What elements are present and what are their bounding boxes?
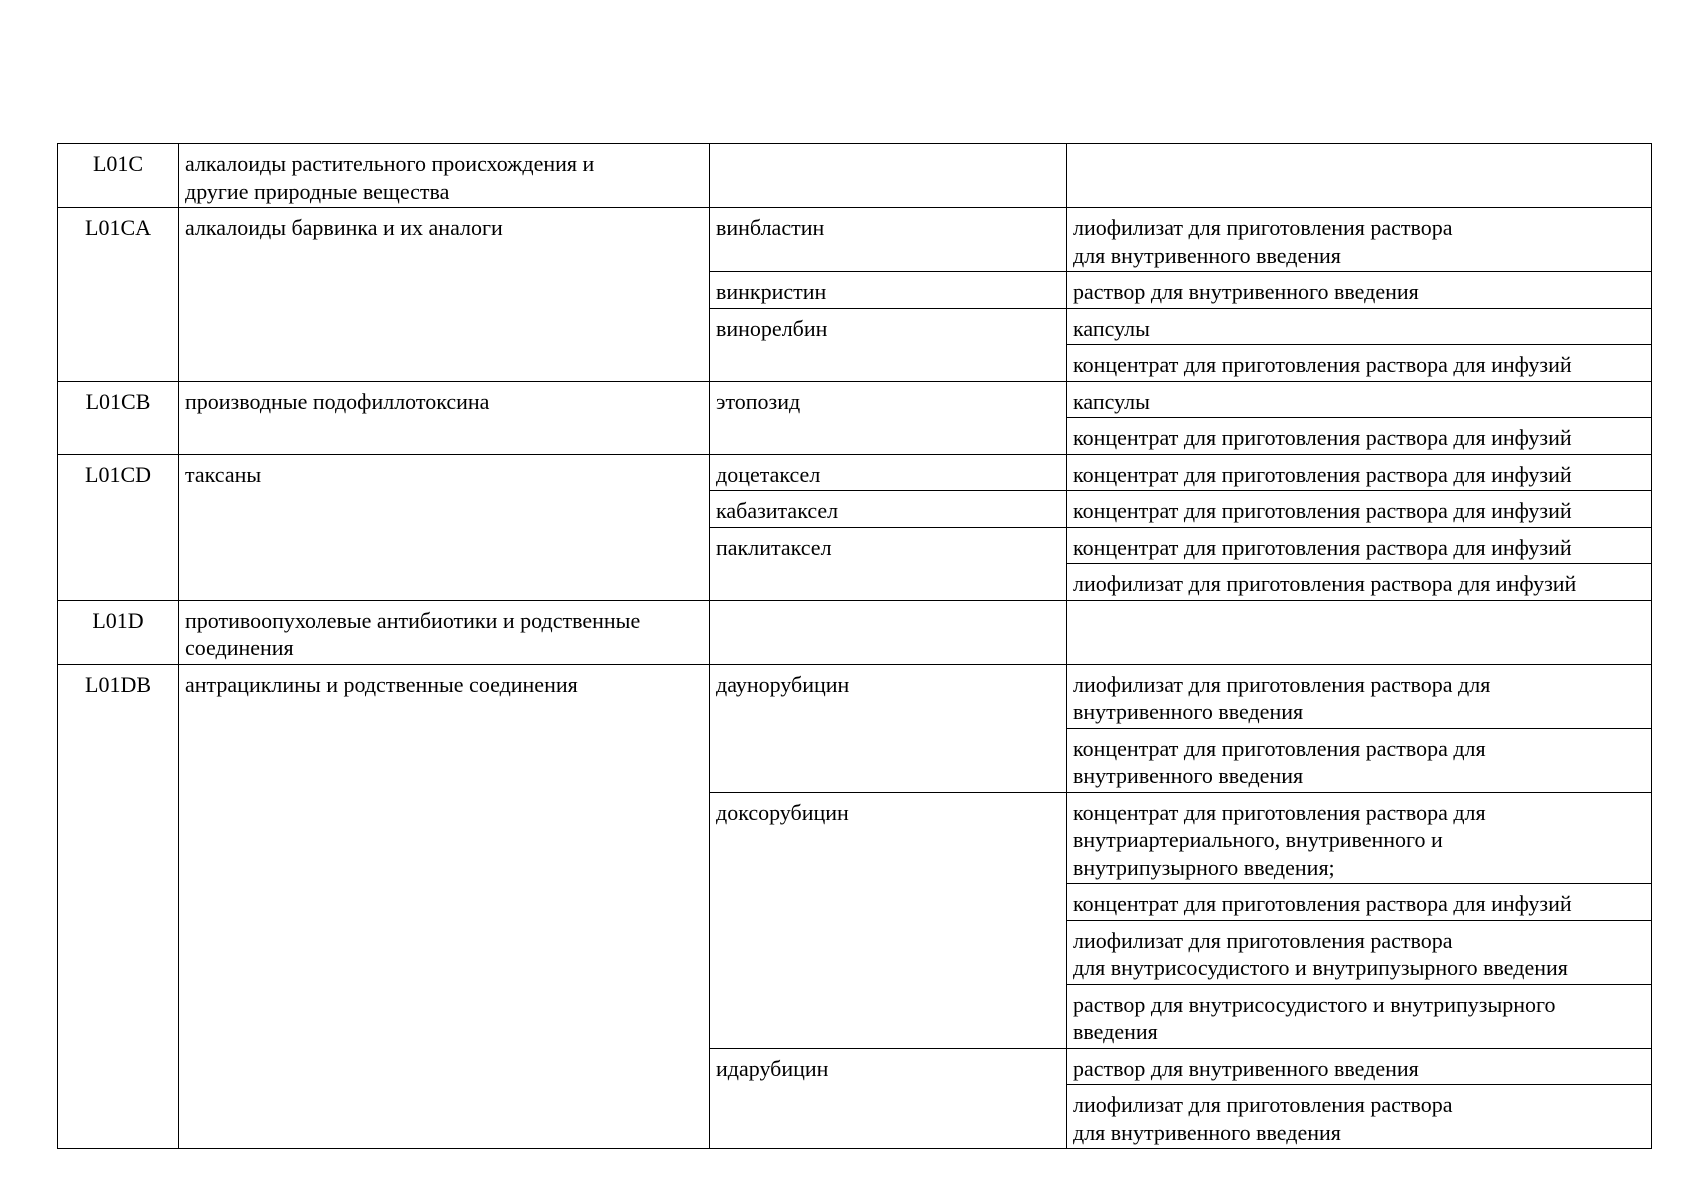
- dosage-form: концентрат для приготовления раствора для инфузий: [1067, 418, 1652, 455]
- dosage-form: капсулы: [1067, 308, 1652, 345]
- atc-code: L01CA: [58, 208, 179, 382]
- drug-name: доцетаксел: [710, 454, 1067, 491]
- dosage-form: концентрат для приготовления раствора для внутривенного введения: [1067, 728, 1652, 792]
- dosage-form: лиофилизат для приготовления раствора для внутривенного введения: [1067, 664, 1652, 728]
- group-description: противоопухолевые антибиотики и родственные соединения: [179, 600, 710, 664]
- table-row: [58, 664, 1652, 728]
- drug-name: даунорубицин: [710, 664, 1067, 792]
- atc-code: L01CB: [58, 381, 179, 454]
- drug-name: паклитаксел: [710, 527, 1067, 600]
- dosage-form: лиофилизат для приготовления раствора для внутривенного введения: [1067, 208, 1652, 272]
- dosage-form: раствор для внутривенного введения: [1067, 1048, 1652, 1085]
- group-description: антрациклины и родственные соединения: [179, 664, 710, 1149]
- dosage-form: концентрат для приготовления раствора для инфузий: [1067, 345, 1652, 382]
- table-row: [58, 208, 1652, 272]
- dosage-form: лиофилизат для приготовления раствора для внутрисосудистого и внутрипузырного введения: [1067, 920, 1652, 984]
- dosage-form: концентрат для приготовления раствора для инфузий: [1067, 454, 1652, 491]
- drug-name: винорелбин: [710, 308, 1067, 381]
- atc-code: L01DB: [58, 664, 179, 1149]
- dosage-form: концентрат для приготовления раствора для инфузий: [1067, 491, 1652, 528]
- dosage-form: лиофилизат для приготовления раствора для инфузий: [1067, 564, 1652, 601]
- table-row: [58, 144, 1652, 208]
- drug-table: [57, 143, 1652, 1149]
- group-description: алкалоиды растительного происхождения и другие природные вещества: [179, 144, 710, 208]
- drug-name: [710, 144, 1067, 208]
- dosage-form: концентрат для приготовления раствора для инфузий: [1067, 884, 1652, 921]
- dosage-form: раствор для внутривенного введения: [1067, 272, 1652, 309]
- drug-name: этопозид: [710, 381, 1067, 454]
- dosage-form: концентрат для приготовления раствора для внутриартериального, внутривенного и внутрипузырного введения;: [1067, 792, 1652, 884]
- table-row: [58, 600, 1652, 664]
- drug-name: винкристин: [710, 272, 1067, 309]
- drug-name: доксорубицин: [710, 792, 1067, 1048]
- table-row: [58, 381, 1652, 418]
- dosage-form: [1067, 600, 1652, 664]
- drug-name: [710, 600, 1067, 664]
- atc-code: L01D: [58, 600, 179, 664]
- group-description: таксаны: [179, 454, 710, 600]
- group-description: алкалоиды барвинка и их аналоги: [179, 208, 710, 382]
- group-description: производные подофиллотоксина: [179, 381, 710, 454]
- atc-code: L01C: [58, 144, 179, 208]
- dosage-form: капсулы: [1067, 381, 1652, 418]
- dosage-form: лиофилизат для приготовления раствора для внутривенного введения: [1067, 1085, 1652, 1149]
- drug-name: кабазитаксел: [710, 491, 1067, 528]
- drug-name: идарубицин: [710, 1048, 1067, 1149]
- dosage-form: раствор для внутрисосудистого и внутрипузырного введения: [1067, 984, 1652, 1048]
- atc-code: L01CD: [58, 454, 179, 600]
- drug-name: винбластин: [710, 208, 1067, 272]
- table-row: [58, 454, 1652, 491]
- dosage-form: концентрат для приготовления раствора для инфузий: [1067, 527, 1652, 564]
- dosage-form: [1067, 144, 1652, 208]
